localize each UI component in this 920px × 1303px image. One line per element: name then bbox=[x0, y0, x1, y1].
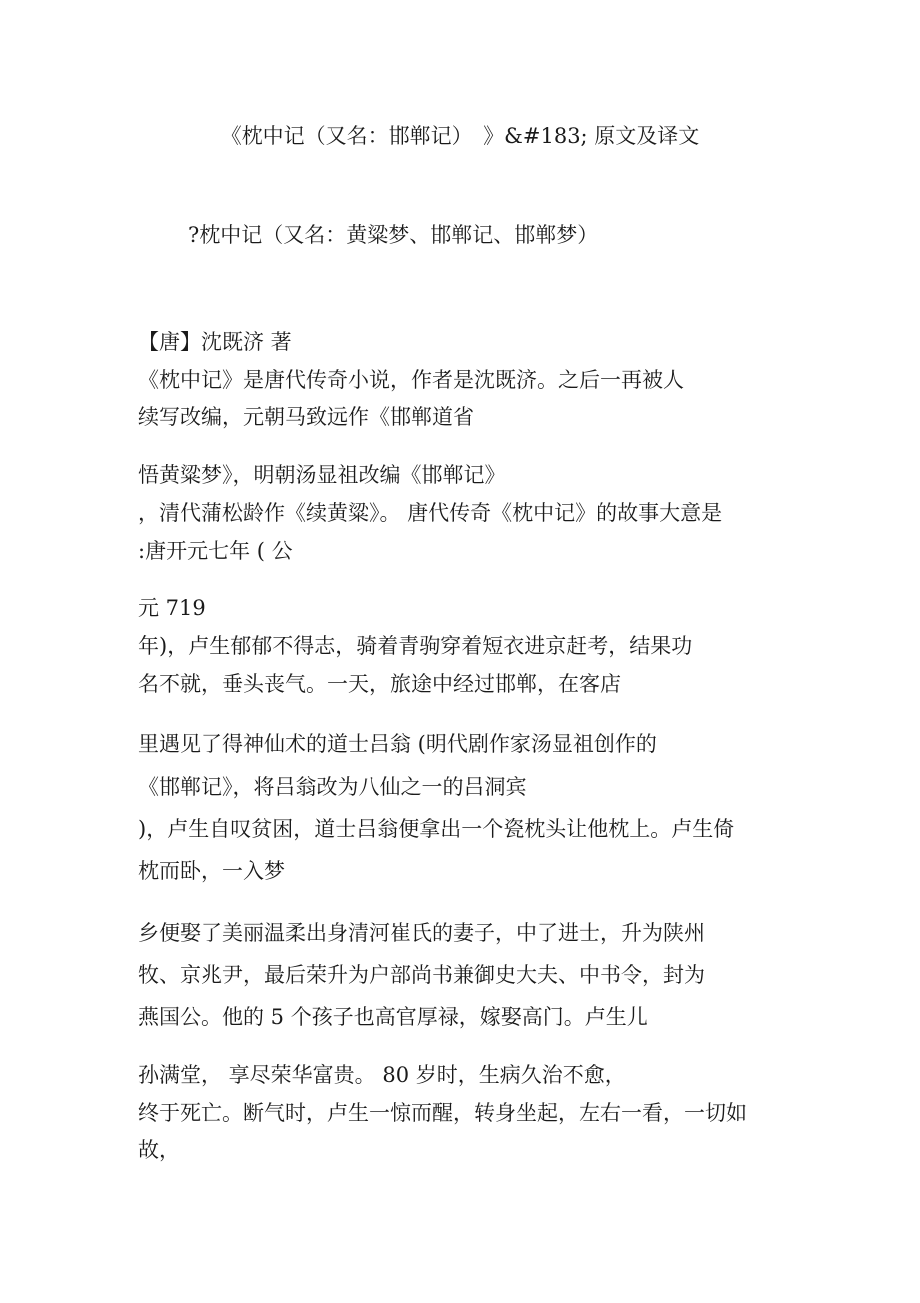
text-line: 悟黄粱梦》，明朝汤显祖改编《邯郸记》 bbox=[138, 463, 506, 487]
page-title: 《枕中记（又名：邯郸记） 》&#183; 原文及译文 bbox=[220, 124, 700, 148]
text-line: :唐开元七年 ( 公 bbox=[138, 539, 293, 563]
text-line: 乡便娶了美丽温柔出身清河崔氏的妻子，中了进士，升为陕州 bbox=[138, 921, 705, 945]
text-line: 孙满堂， 享尽荣华富贵。 80 岁时，生病久治不愈， bbox=[138, 1063, 626, 1087]
text-line: 【唐】沈既济 著 bbox=[138, 330, 292, 354]
text-line: 里遇见了得神仙术的道士吕翁 (明代剧作家汤显祖创作的 bbox=[138, 732, 657, 756]
page-subtitle: ?枕中记（又名：黄粱梦、邯郸记、邯郸梦） bbox=[188, 223, 599, 247]
text-line: 牧、京兆尹，最后荣升为户部尚书兼御史大夫、中书令，封为 bbox=[138, 963, 705, 987]
text-line: 续写改编，元朝马致远作《邯郸道省 bbox=[138, 405, 474, 429]
text-line: 故， bbox=[138, 1138, 180, 1162]
text-line: 名不就，垂头丧气。一天，旅途中经过邯郸，在客店 bbox=[138, 672, 621, 696]
text-line: ，清代蒲松龄作《续黄粱》。 唐代传奇《枕中记》的故事大意是 bbox=[138, 501, 723, 525]
text-line: 终于死亡。断气时，卢生一惊而醒，转身坐起，左右一看，一切如 bbox=[138, 1101, 747, 1125]
text-line: 元 719 bbox=[138, 596, 206, 620]
text-line: 燕国公。他的 5 个孩子也高官厚禄，嫁娶高门。卢生儿 bbox=[138, 1005, 648, 1029]
text-line: )，卢生自叹贫困，道士吕翁便拿出一个瓷枕头让他枕上。卢生倚 bbox=[138, 817, 735, 841]
text-line: 年)，卢生郁郁不得志，骑着青驹穿着短衣进京赶考，结果功 bbox=[138, 634, 693, 658]
text-line: 《枕中记》是唐代传奇小说，作者是沈既济。之后一再被人 bbox=[138, 368, 684, 392]
text-line: 《邯郸记》，将吕翁改为八仙之一的吕洞宾 bbox=[138, 775, 527, 799]
text-line: 枕而卧，一入梦 bbox=[138, 859, 285, 883]
